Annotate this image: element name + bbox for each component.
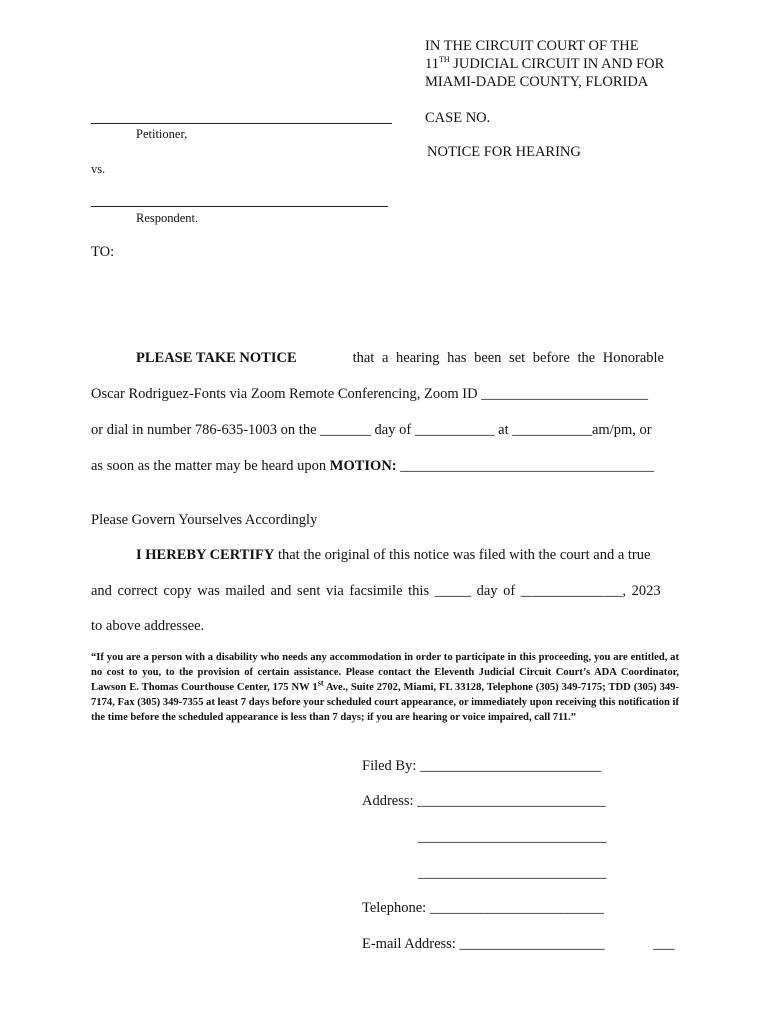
ada-text-part2: Ave., Suite 2702, Miami, FL 33128, Telephone (305) 349-7175; TDD (305) 349-7174, Fax (305) 349-7355 at least 7 days before your scheduled court appearance, or immediately upon receiving this notification if the time before the scheduled appearance is less than 7 days; if you are hearing or voice impaired, call 711.”: [91, 682, 680, 723]
circuit-text: JUDICIAL CIRCUIT IN AND FOR: [449, 56, 665, 72]
ada-ordinal: st: [317, 678, 324, 688]
notice-paragraph-line2: Oscar Rodriguez-Fonts via Zoom Remote Conferencing, Zoom ID _______________________: [91, 386, 648, 402]
petitioner-label: Petitioner,: [136, 127, 188, 141]
to-label: TO:: [91, 244, 115, 260]
certify-line2: and correct copy was mailed and sent via facsimile this _____ day of ______________, 2023: [91, 583, 661, 599]
certify-line3: to above addressee.: [91, 618, 205, 634]
filed-by-field: Filed By: _________________________: [362, 758, 602, 774]
court-name-line1: IN THE CIRCUIT COURT OF THE: [425, 38, 639, 54]
govern-yourselves-line: Please Govern Yourselves Accordingly: [91, 512, 318, 528]
circuit-number: 11: [425, 56, 439, 72]
motion-blank: ___________________________________: [396, 458, 655, 474]
notice-paragraph-line1: [136, 350, 664, 367]
trailing-blank-line: ___: [653, 936, 675, 952]
respondent-label: Respondent.: [136, 211, 199, 225]
address-line3-field: __________________________: [418, 865, 607, 881]
motion-label: MOTION:: [329, 458, 397, 474]
ada-text-part1: “If you are a person with a disability who needs any accommodation in order to participate in this proceeding, you are entitled, at no cost to you, to the provision of certain assistance. Please contact the Eleventh Judicial Circuit Court’s ADA Coordinator, Lawson E. Thomas Courthouse Center, 175 NW 1: [91, 652, 679, 693]
email-field: E-mail Address: ____________________: [362, 936, 605, 952]
notice-paragraph-line4: [91, 458, 679, 475]
please-take-notice: PLEASE TAKE NOTICE: [136, 350, 297, 366]
telephone-field: Telephone: ________________________: [362, 900, 604, 916]
hereby-certify: I HEREBY CERTIFY: [136, 547, 275, 563]
versus-label: vs.: [91, 162, 106, 176]
petitioner-name-line: [91, 123, 392, 124]
respondent-name-line: [91, 206, 388, 207]
certify-line1-text: that the original of this notice was filed with the court and a true: [274, 547, 651, 563]
address-line2-field: __________________________: [418, 829, 607, 845]
document-title: NOTICE FOR HEARING: [427, 144, 581, 160]
motion-lead-text: as soon as the matter may be heard upon: [91, 458, 330, 474]
ada-accommodation-notice: [91, 650, 679, 725]
certify-line1: [136, 547, 676, 564]
notice-line1-text: that a hearing has been set before the Honorable: [352, 350, 664, 366]
court-name-line2: [425, 56, 664, 73]
notice-paragraph-line3: or dial in number 786-635-1003 on the _______ day of ___________ at ___________am/pm, or: [91, 422, 652, 438]
address-field: Address: __________________________: [362, 793, 606, 809]
circuit-ordinal: TH: [438, 55, 450, 65]
court-name-line3: MIAMI-DADE COUNTY, FLORIDA: [425, 74, 649, 90]
case-number-label: CASE NO.: [425, 110, 491, 126]
